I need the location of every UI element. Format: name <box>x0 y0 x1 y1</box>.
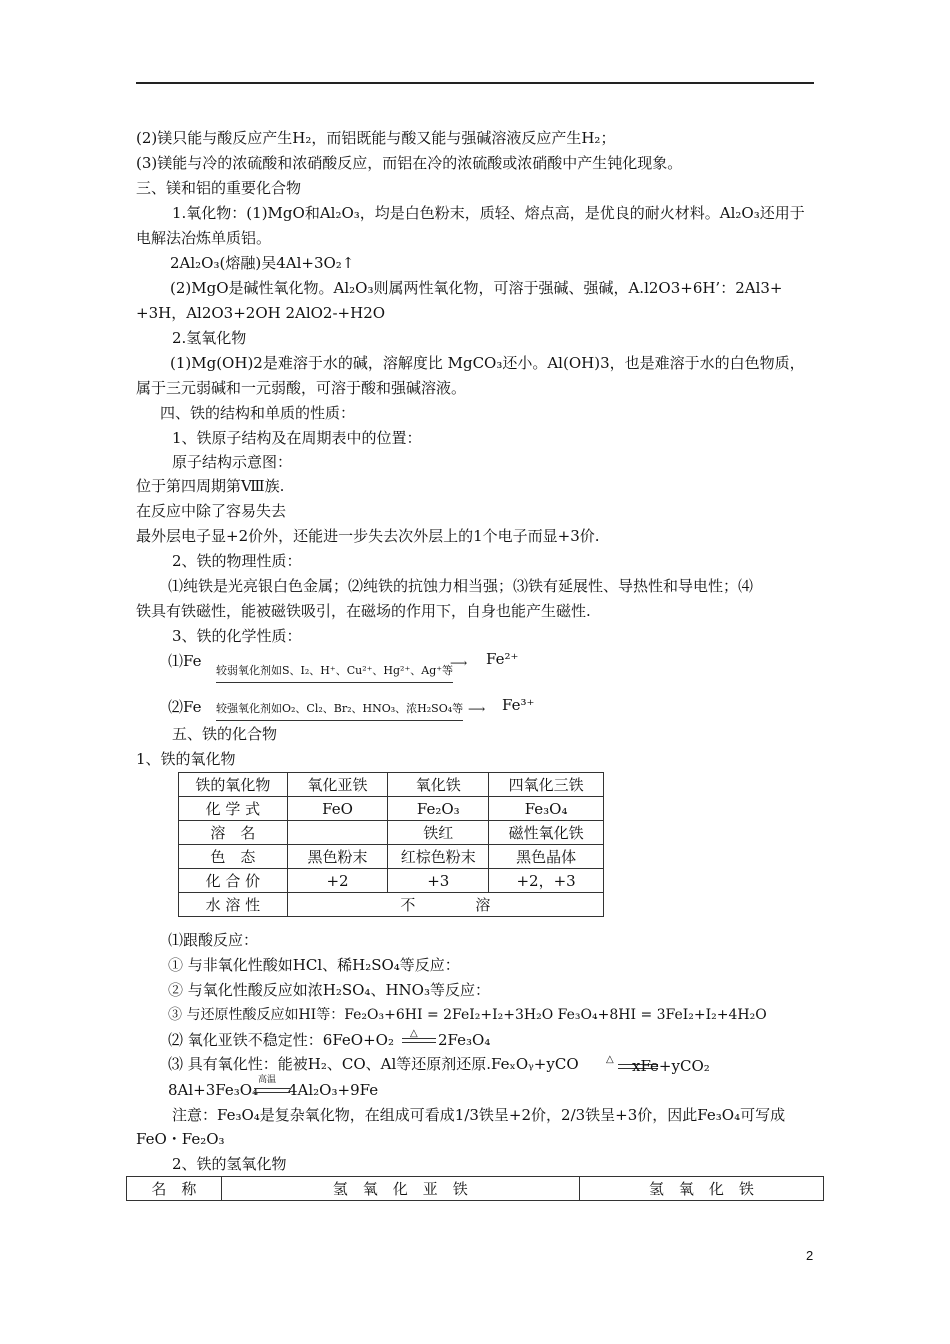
table-cell: +2，+3 <box>489 869 604 893</box>
text-line: (2)MgO是碱性氧化物。Al₂O₃则属两性氧化物，可溶于强碱、强碱，A.l2O3+6H’：2Al3+ <box>170 279 783 297</box>
text-line: 1.氧化物：(1)MgO和Al₂O₃，均是白色粉末，质轻、熔点高，是优良的耐火材料。Al₂O₃还用于 <box>172 204 805 222</box>
text-line: (3)镁能与冷的浓硫酸和浓硝酸反应，而铝在冷的浓硫酸或浓硝酸中产生钝化现象。 <box>136 154 683 172</box>
reaction-reactant: ⑵Fe <box>168 698 202 716</box>
table-header-cell: 铁的氧化物 <box>179 773 288 797</box>
table-cell: Fe₂O₃ <box>388 797 489 821</box>
heat-icon: △ <box>606 1054 614 1065</box>
table-cell: 黑色晶体 <box>489 845 604 869</box>
text-line: 属于三元弱碱和一元弱酸，可溶于酸和强碱溶液。 <box>136 379 467 397</box>
text-line: xFe+yCO₂ <box>632 1057 710 1075</box>
table-row <box>179 797 604 821</box>
table-cell: 磁性氧化铁 <box>489 821 604 845</box>
text-line: ① 与非氧化性酸如HCl、稀H₂SO₄等反应： <box>168 956 460 974</box>
reaction-fe-strong-oxidant <box>168 697 568 727</box>
subheading: 3、铁的化学性质： <box>172 627 302 645</box>
table-cell: 色 态 <box>179 845 288 869</box>
equation-line: ③ 与还原性酸反应如HI等：Fe₂O₃+6HI = 2FeI₂+I₂+3H₂O Fe₃O₄+8HI = 3FeI₂+I₂+4H₂O <box>168 1007 767 1023</box>
table-cell: 红棕色粉末 <box>388 845 489 869</box>
text-line: ⑴纯铁是光亮银白色金属；⑵纯铁的抗蚀力相当强；⑶铁有延展性、导热性和导电性；⑷ <box>168 577 754 595</box>
table-row <box>179 869 604 893</box>
text-line: 4Al₂O₃+9Fe <box>288 1081 379 1099</box>
high-temp-label: 高温 <box>258 1075 277 1085</box>
table-header-cell: 氢 氧 化 铁 <box>579 1177 823 1201</box>
reaction-product: Fe²⁺ <box>486 650 519 668</box>
text-line: 注意：Fe₃O₄是复杂氧化物，在组成可看成1/3铁呈+2价，2/3铁呈+3价，因此Fe₃O₄可写成 <box>172 1106 786 1124</box>
table-header-cell: 氧化铁 <box>388 773 489 797</box>
reaction-reactant: ⑴Fe <box>168 652 202 670</box>
text-line: (1)Mg(OH)2是难溶于水的碱，溶解度比 MgCO₃还小。Al(OH)3，也是难溶于水的白色物质， <box>170 354 805 372</box>
equals-arrow <box>402 1038 436 1043</box>
text-line: 在反应中除了容易失去 <box>136 502 287 520</box>
table-cell: Fe₃O₄ <box>489 797 604 821</box>
arrow-head-icon: ⟶ <box>450 656 468 670</box>
text-line: FeO・Fe₂O₃ <box>136 1130 225 1148</box>
section-heading: 四、铁的结构和单质的性质： <box>160 404 356 422</box>
text-line: 铁具有铁磁性，能被磁铁吸引，在磁场的作用下，自身也能产生磁性. <box>136 602 591 620</box>
page-number: 2 <box>806 1248 814 1263</box>
subheading: 2、铁的氢氧化物 <box>172 1155 287 1173</box>
text-line: ⑵ 氧化亚铁不稳定性：6FeO+O₂ <box>168 1031 394 1049</box>
table-header-row <box>127 1177 824 1201</box>
text-line: ② 与氧化性酸反应如浓H₂SO₄、HNO₃等反应： <box>168 981 490 999</box>
table-cell <box>287 821 388 845</box>
text-line: 原子结构示意图： <box>172 453 293 471</box>
text-line: 2Fe₃O₄ <box>438 1031 491 1049</box>
table-header-row <box>179 773 604 797</box>
table-cell: 水 溶 性 <box>179 893 288 917</box>
heat-icon: △ <box>410 1028 418 1039</box>
table-cell: +3 <box>388 869 489 893</box>
subheading: 2、铁的物理性质： <box>172 552 302 570</box>
table-row <box>179 845 604 869</box>
text-line: ⑶ 具有氧化性：能被H₂、CO、Al等还原剂还原.FeₓOᵧ+yCO <box>168 1055 579 1073</box>
arrow-head-icon: ⟶ <box>468 702 486 716</box>
table-cell: 不 溶 <box>287 893 603 917</box>
reaction-product: Fe³⁺ <box>502 696 535 714</box>
reaction-condition: 较强氧化剂如O₂、Cl₂、Br₂、HNO₃、浓H₂SO₄等 <box>216 699 463 721</box>
table-cell: +2 <box>287 869 388 893</box>
table-row <box>179 893 604 917</box>
text-line: 8Al+3Fe₃O₄ <box>168 1081 259 1099</box>
text-line: +3H，Al2O3+2OH 2AlO2-+H2O <box>136 304 386 322</box>
table-header-cell: 名 称 <box>127 1177 222 1201</box>
equals-arrow <box>254 1088 290 1093</box>
iron-oxide-table <box>178 772 604 917</box>
text-line: 位于第四周期第Ⅷ族. <box>136 477 285 495</box>
table-cell: 化 合 价 <box>179 869 288 893</box>
text-line: 电解法冶炼单质铝。 <box>136 229 272 247</box>
table-cell: 黑色粉末 <box>287 845 388 869</box>
table-row <box>179 821 604 845</box>
table-cell: 铁红 <box>388 821 489 845</box>
reaction-condition: 较弱氧化剂如S、I₂、H⁺、Cu²⁺、Hg²⁺、Ag⁺等 <box>216 661 453 683</box>
table-cell: 溶 名 <box>179 821 288 845</box>
subheading: 1、铁的氧化物 <box>136 750 236 768</box>
header-rule <box>136 82 814 84</box>
text-line: 最外层电子显+2价外，还能进一步失去次外层上的1个电子而显+3价. <box>136 527 600 545</box>
text-line: (2)镁只能与酸反应产生H₂，而铝既能与酸又能与强碱溶液反应产生H₂； <box>136 129 616 147</box>
iron-hydroxide-table <box>126 1176 824 1201</box>
equation-line: 2Al₂O₃(熔融)吴4Al+3O₂↑ <box>170 254 355 272</box>
section-heading: 三、镁和铝的重要化合物 <box>136 179 302 197</box>
reaction-fe-weak-oxidant <box>168 651 568 681</box>
text-line: ⑴跟酸反应： <box>168 931 259 949</box>
table-header-cell: 四氧化三铁 <box>489 773 604 797</box>
table-header-cell: 氧化亚铁 <box>287 773 388 797</box>
table-cell: 化 学 式 <box>179 797 288 821</box>
table-cell: FeO <box>287 797 388 821</box>
subheading: 2.氢氧化物 <box>172 329 247 347</box>
section-heading: 五、铁的化合物 <box>172 725 278 743</box>
table-header-cell: 氢 氧 化 亚 铁 <box>221 1177 579 1201</box>
subheading: 1、铁原子结构及在周期表中的位置： <box>172 429 422 447</box>
